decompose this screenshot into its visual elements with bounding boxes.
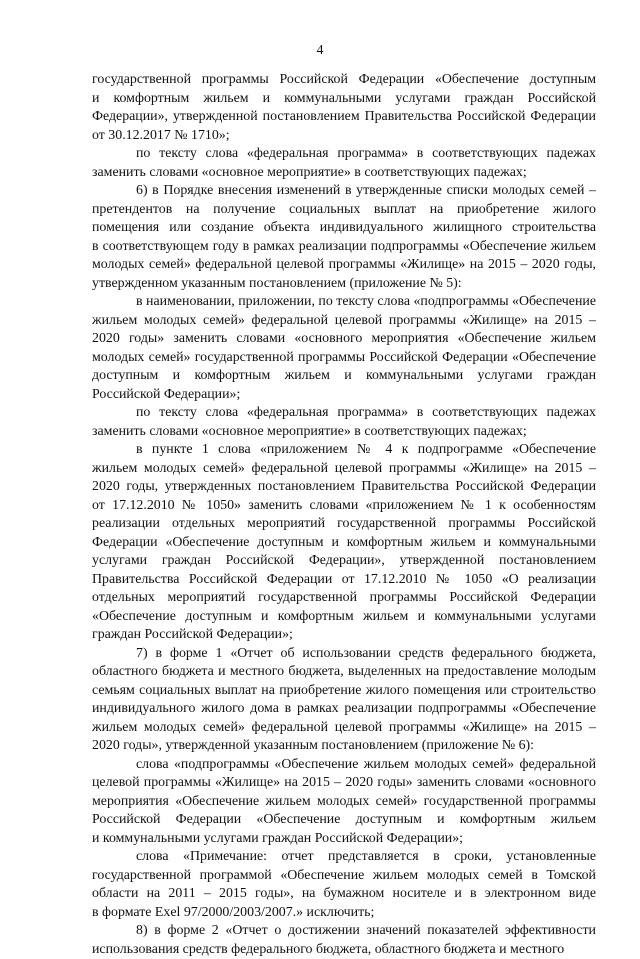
text-line: по тексту слова «федеральная программа» в соответствующих падежах [92,145,596,164]
text-line: жильем молодых семей» федеральной целевой программы «Жилище» на 2015 – [92,312,596,331]
text-line: по тексту слова «федеральная программа» в соответствующих падежах [92,404,596,423]
text-line: жильем молодых семей» федеральной целевой программы «Жилище» на 2015 – [92,460,596,479]
text-line: помещения или создание объекта индивидуального жилищного строительства [92,219,596,238]
text-line: от 17.12.2010 № 1050» заменить словами «приложением № 1 к особенностям [92,497,596,516]
text-line: семьям социальных выплат на приобретение жилого помещения или строительство [92,682,596,701]
paragraph [92,145,596,182]
document-body [92,71,596,959]
text-line: Российской Федерации»; [92,386,596,405]
text-line: и комфортным жильем и коммунальными услугами граждан Российской [92,90,596,109]
text-line: 7) в форме 1 «Отчет об использовании средств федерального бюджета, [92,645,596,664]
text-line: утвержденном указанным постановлением (приложение № 5): [92,275,596,294]
text-line: и коммунальными услугами граждан Российской Федерации»; [92,830,596,849]
text-line: в пункте 1 слова «приложением № 4 к подпрограмме «Обеспечение [92,441,596,460]
text-line: услугами граждан Российской Федерации», утвержденной постановлением [92,552,596,571]
text-line: Федерации», утвержденной постановлением Правительства Российской Федерации [92,108,596,127]
text-line: слова «подпрограммы «Обеспечение жильем молодых семей» федеральной [92,756,596,775]
text-line: слова «Примечание: отчет представляется в сроки, установленные [92,848,596,867]
page-number: 4 [0,43,640,59]
text-line: отдельных мероприятий государственной программы Российской Федерации [92,589,596,608]
text-line: 2020 годы» заменить словами «основного мероприятия «Обеспечение жильем [92,330,596,349]
paragraph [92,922,596,959]
text-line: «Обеспечение доступным и комфортным жильем и коммунальными услугами [92,608,596,627]
text-line: областного бюджета и местного бюджета, выделенных на предоставление молодым [92,663,596,682]
text-line: молодых семей» государственной программы Российской Федерации «Обеспечение [92,349,596,368]
text-line: целевой программы «Жилище» на 2015 – 2020 годы» заменить словами «основного [92,774,596,793]
text-line: 2020 годы», утвержденной указанным постановлением (приложение № 6): [92,737,596,756]
text-line: претендентов на получение социальных выплат на приобретение жилого [92,201,596,220]
text-line: 8) в форме 2 «Отчет о достижении значений показателей эффективности [92,922,596,941]
paragraph [92,441,596,645]
paragraph [92,404,596,441]
text-line: доступным и комфортным жильем и коммунальными услугами граждан [92,367,596,386]
paragraph [92,645,596,756]
text-line: в формате Exel 97/2000/2003/2007.» исключить; [92,904,596,923]
text-line: области на 2011 – 2015 годы», на бумажном носителе и в электронном виде [92,885,596,904]
paragraph [92,71,596,145]
text-line: граждан Российской Федерации»; [92,626,596,645]
paragraph [92,293,596,404]
text-line: 2020 годы, утвержденных постановлением Правительства Российской Федерации [92,478,596,497]
text-line: в соответствующем году в рамках реализации подпрограммы «Обеспечение жильем [92,238,596,257]
text-line: Российской Федерации «Обеспечение доступным и комфортным жильем [92,811,596,830]
text-line: в наименовании, приложении, по тексту слова «подпрограммы «Обеспечение [92,293,596,312]
text-line: государственной программой «Обеспечение жильем молодых семей в Томской [92,867,596,886]
text-line: реализации отдельных мероприятий государственной программы Российской [92,515,596,534]
text-line: индивидуального жилого дома в рамках реализации подпрограммы «Обеспечение [92,700,596,719]
text-line: жильем молодых семей» федеральной целевой программы «Жилище» на 2015 – [92,719,596,738]
text-line: Правительства Российской Федерации от 17.12.2010 № 1050 «О реализации [92,571,596,590]
text-line: от 30.12.2017 № 1710»; [92,127,596,146]
paragraph [92,756,596,849]
text-line: использования средств федерального бюджета, областного бюджета и местного [92,941,596,959]
paragraph [92,848,596,922]
text-line: 6) в Порядке внесения изменений в утвержденные списки молодых семей – [92,182,596,201]
text-line: заменить словами «основное мероприятие» в соответствующих падежах; [92,423,596,442]
text-line: мероприятия «Обеспечение жильем молодых семей» государственной программы [92,793,596,812]
text-line: государственной программы Российской Федерации «Обеспечение доступным [92,71,596,90]
paragraph [92,182,596,293]
text-line: заменить словами «основное мероприятие» в соответствующих падежах; [92,164,596,183]
text-line: молодых семей» федеральной целевой программы «Жилище» на 2015 – 2020 годы, [92,256,596,275]
text-line: Федерации «Обеспечение доступным и комфортным жильем и коммунальными [92,534,596,553]
